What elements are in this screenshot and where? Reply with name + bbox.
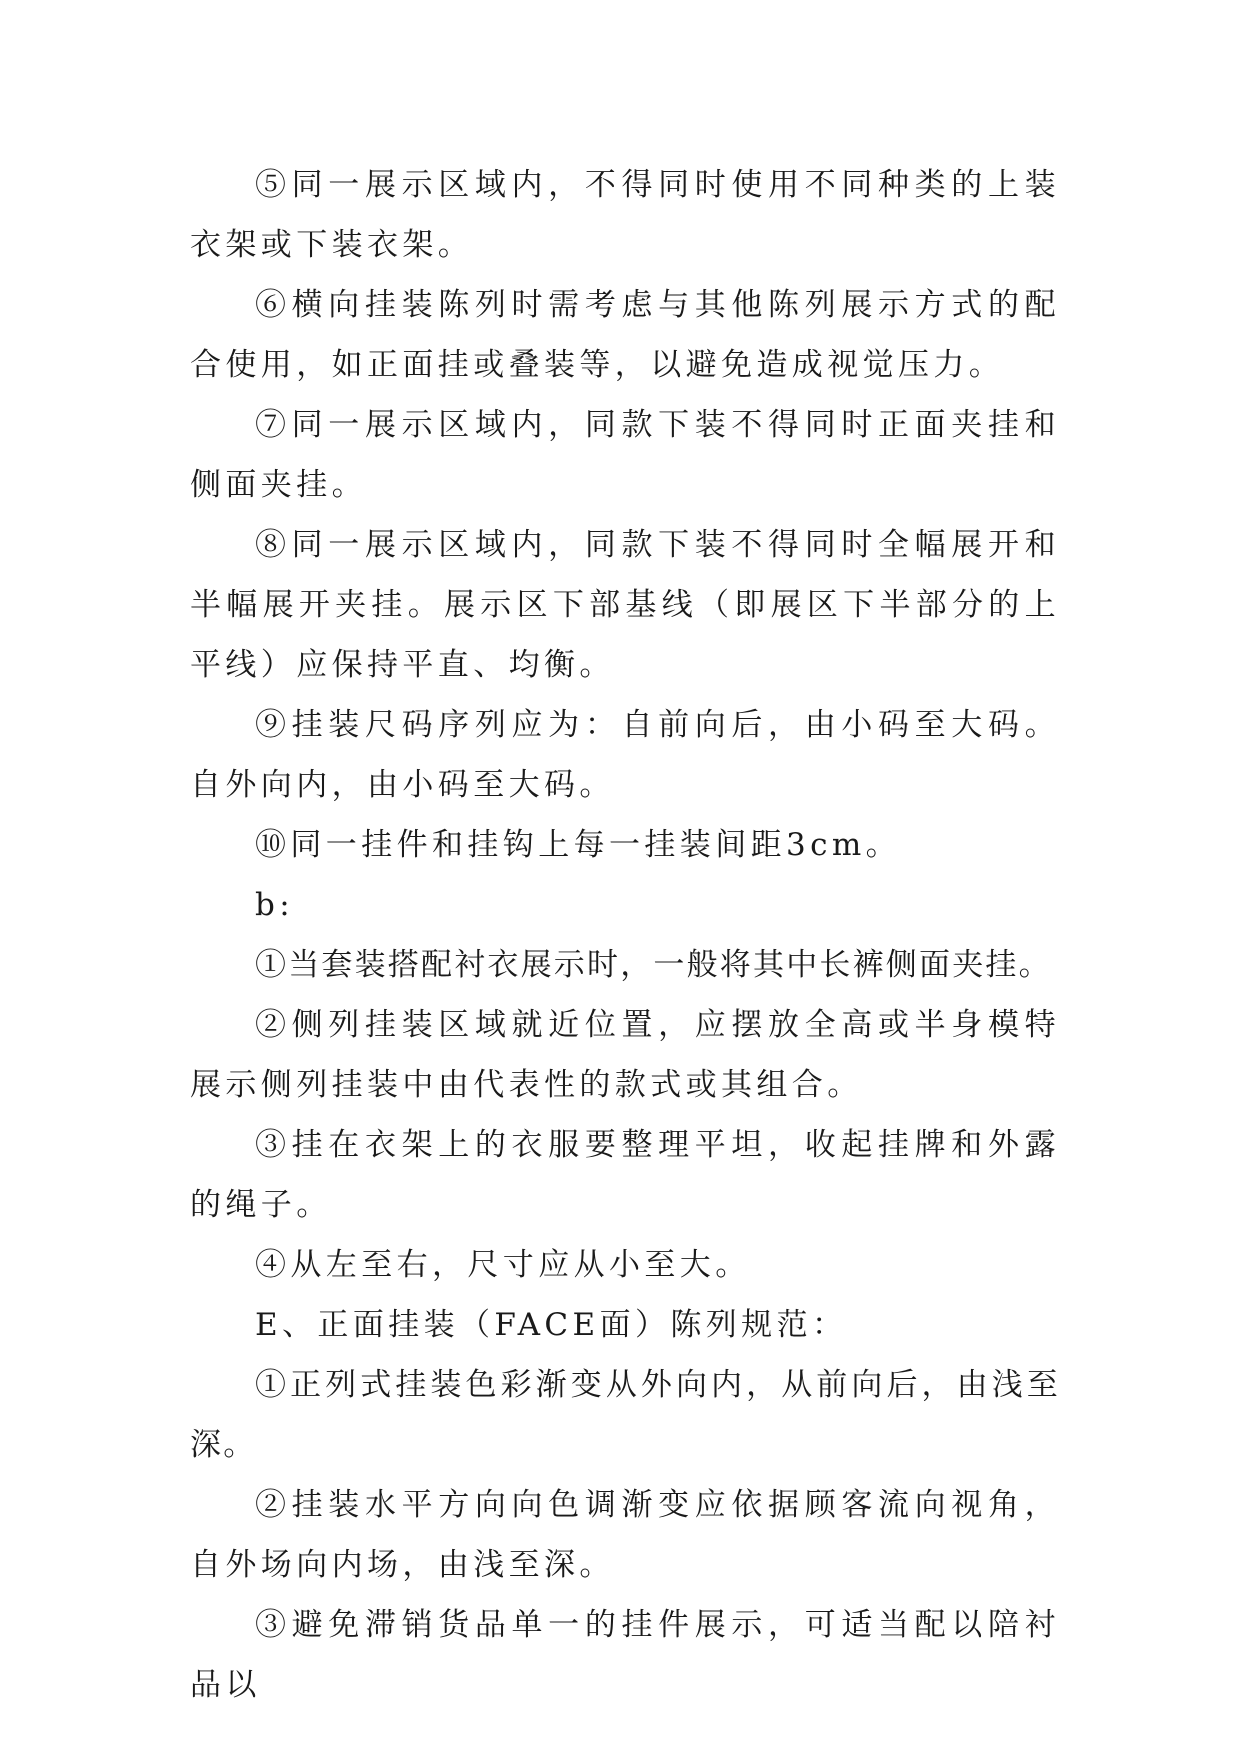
paragraph-8-full-half-fold: ⑧同一展示区域内，同款下装不得同时全幅展开和半幅展开夹挂。展示区下部基线（即展区下半部分的上平线）应保持平直、均衡。 (190, 527, 1060, 683)
paragraph-b1-suit-shirt: ①当套装搭配衬衣展示时，一般将其中长裤侧面夹挂。 (255, 947, 1052, 983)
paragraph-e1-color-gradient: ①正列式挂装色彩渐变从外向内，从前向后，由浅至深。 (190, 1367, 1060, 1463)
document-page (190, 155, 1060, 1715)
paragraph-b3-tidy-clothes: ③挂在衣架上的衣服要整理平坦，收起挂牌和外露的绳子。 (190, 1127, 1060, 1223)
paragraph-9-size-sequence: ⑨挂装尺码序列应为：自前向后，由小码至大码。自外向内，由小码至大码。 (190, 707, 1060, 803)
paragraph-e3-slow-moving-goods: ③避免滞销货品单一的挂件展示，可适当配以陪衬品以 (190, 1607, 1060, 1703)
paragraph-7-same-style-clipping: ⑦同一展示区域内，同款下装不得同时正面夹挂和侧面夹挂。 (190, 407, 1060, 503)
paragraph-b4-size-order: ④从左至右，尺寸应从小至大。 (255, 1247, 751, 1283)
section-b-heading: b: (255, 887, 295, 923)
paragraph-10-spacing: ⑩同一挂件和挂钩上每一挂装间距3cm。 (255, 827, 902, 863)
paragraph-b2-mannequin: ②侧列挂装区域就近位置，应摆放全高或半身模特展示侧列挂装中由代表性的款式或其组合。 (190, 1007, 1060, 1103)
paragraph-e2-horizontal-tone: ②挂装水平方向向色调渐变应依据顾客流向视角，自外场向内场，由浅至深。 (190, 1487, 1060, 1583)
paragraph-6-horizontal-hanging: ⑥横向挂装陈列时需考虑与其他陈列展示方式的配合使用，如正面挂或叠装等，以避免造成视觉压力。 (190, 287, 1060, 383)
paragraph-5-hanger-types: ⑤同一展示区域内，不得同时使用不同种类的上装衣架或下装衣架。 (190, 167, 1060, 263)
section-e-heading: E、正面挂装（FACE面）陈列规范： (255, 1307, 848, 1343)
